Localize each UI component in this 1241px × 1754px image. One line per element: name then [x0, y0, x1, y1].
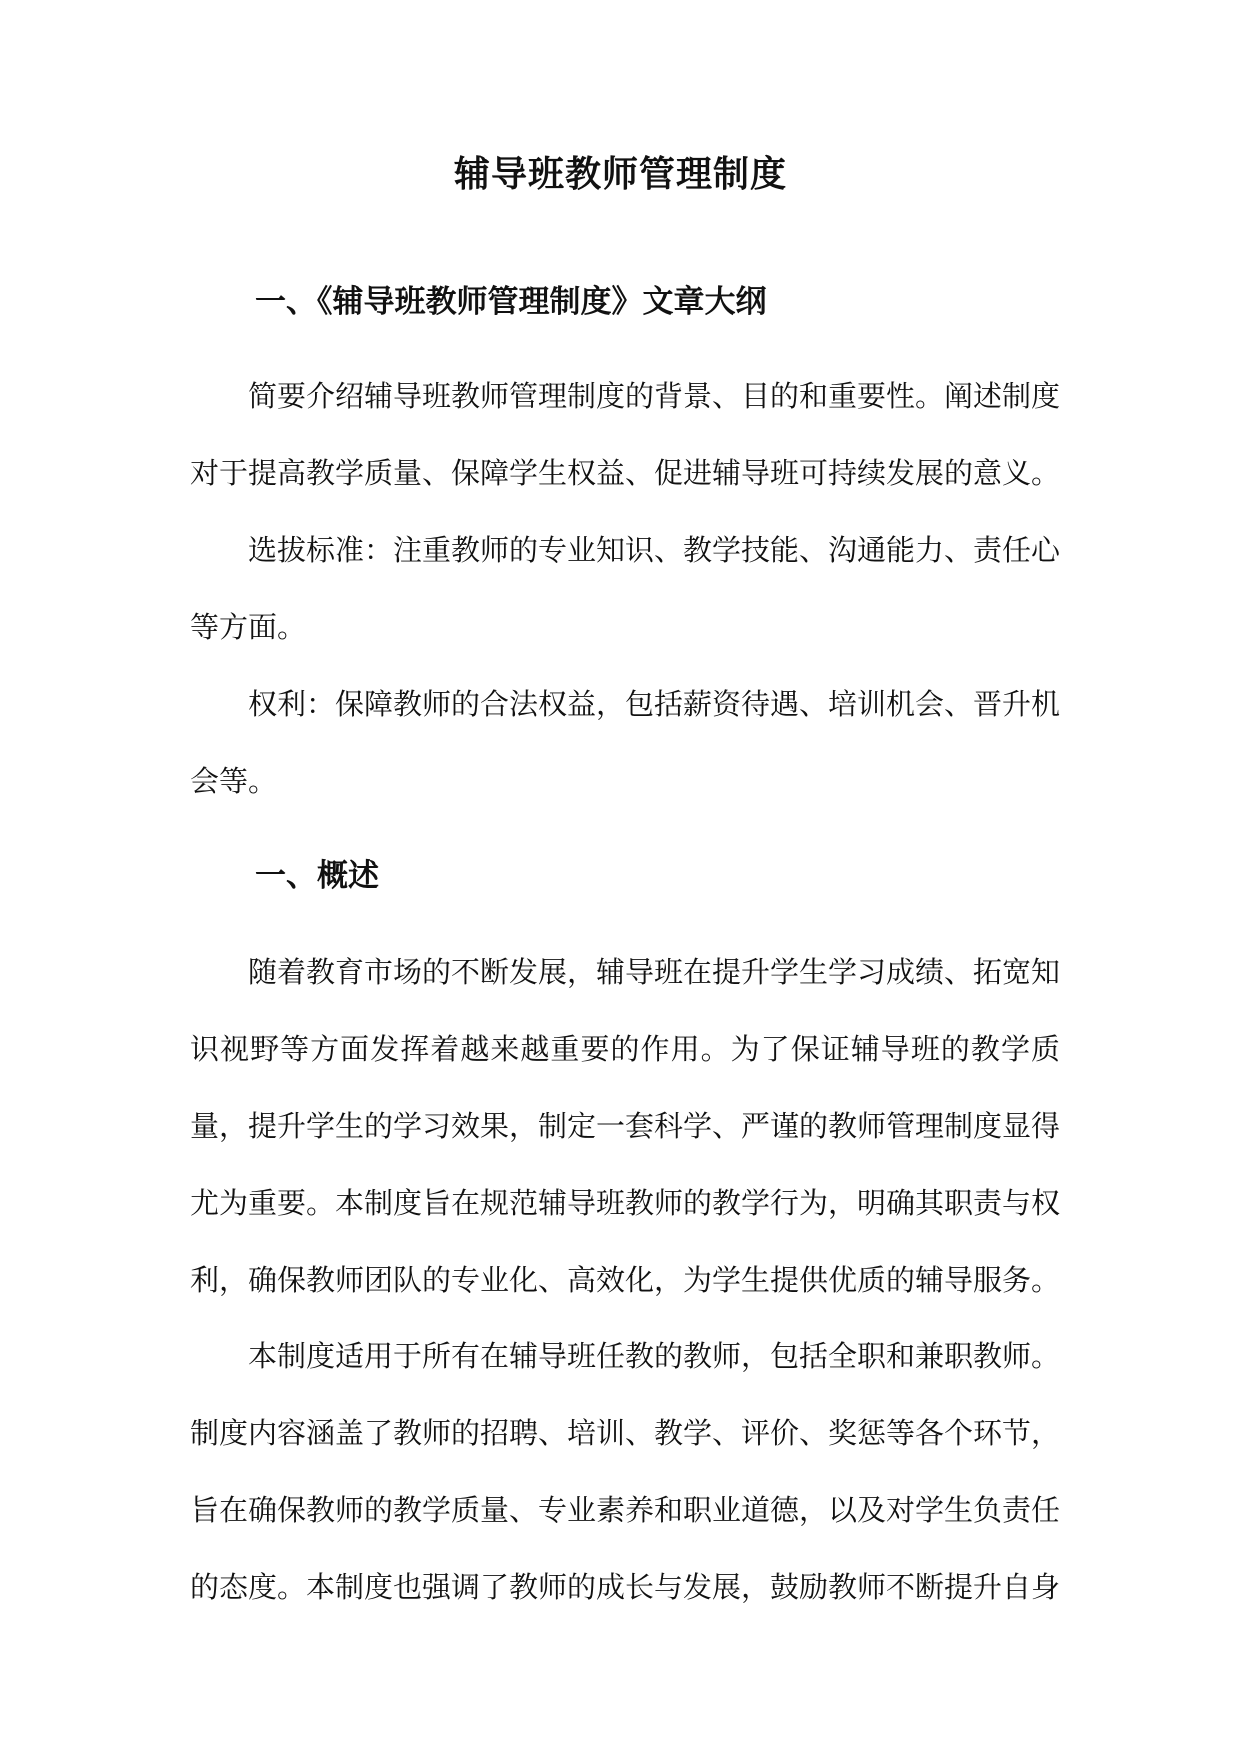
paragraph-rights: 权利：保障教师的合法权益，包括薪资待遇、培训机会、晋升机会等。	[190, 687, 1061, 798]
section-heading-outline: 一、《辅导班教师管理制度》文章大纲	[255, 284, 767, 320]
paragraph-introduction: 简要介绍辅导班教师管理制度的背景、目的和重要性。阐述制度对于提高教学质量、保障学生权益、促进辅导班可持续发展的意义。	[190, 379, 1061, 490]
document-title: 辅导班教师管理制度	[453, 154, 787, 195]
paragraph-overview-scope: 本制度适用于所有在辅导班任教的教师，包括全职和兼职教师。制度内容涵盖了教师的招聘、培训、教学、评价、奖惩等各个环节，旨在确保教师的教学质量、专业素养和职业道德，以及对学生负责任的态度。本制度也强调了教师的成长与发展，鼓励教师不断提升自身	[190, 1339, 1061, 1604]
section-heading-overview: 一、概述	[255, 858, 379, 894]
paragraph-overview-background: 随着教育市场的不断发展，辅导班在提升学生学习成绩、拓宽知识视野等方面发挥着越来越重要的作用。为了保证辅导班的教学质量，提升学生的学习效果，制定一套科学、严谨的教师管理制度显得尤为重要。本制度旨在规范辅导班教师的教学行为，明确其职责与权利，确保教师团队的专业化、高效化，为学生提供优质的辅导服务。	[190, 955, 1061, 1297]
paragraph-selection-criteria: 选拔标准：注重教师的专业知识、教学技能、沟通能力、责任心等方面。	[190, 533, 1061, 644]
